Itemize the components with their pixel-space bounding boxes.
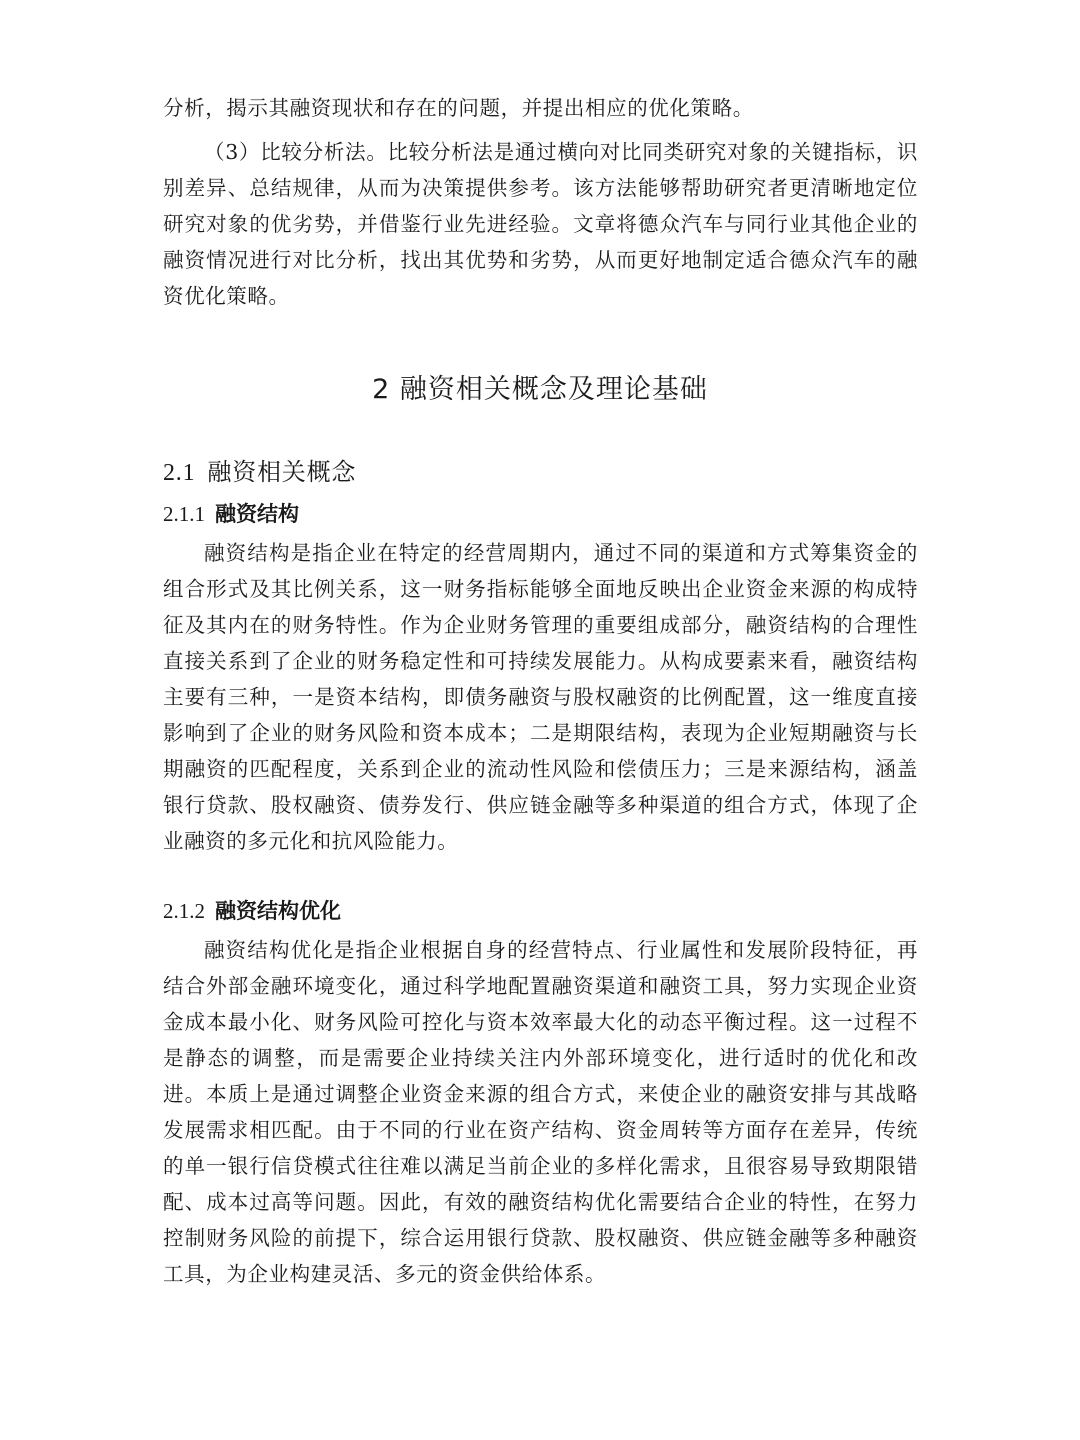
section-2-1-heading [163, 454, 356, 491]
subsection-title: 融资结构优化 [215, 899, 341, 923]
section-number: 2.1 [163, 460, 196, 486]
subsection-number: 2.1.2 [163, 899, 205, 923]
intro-tail-paragraph: 分析，揭示其融资现状和存在的问题，并提出相应的优化策略。 [163, 96, 754, 120]
financing-structure-paragraph: 融资结构是指企业在特定的经营周期内，通过不同的渠道和方式筹集资金的组合形式及其比例关系，这一财务指标能够全面地反映出企业资金来源的构成特征及其内在的财务特性。作为企业财务管理的重要组成部分，融资结构的合理性直接关系到了企业的财务稳定性和可持续发展能力。从构成要素来看，融资结构主要有三种，一是资本结构，即债务融资与股权融资的比例配置，这一维度直接影响到了企业的财务风险和资本成本；二是期限结构，表现为企业短期融资与长期融资的匹配程度，关系到企业的流动性风险和偿债压力；三是来源结构，涵盖银行贷款、股权融资、债券发行、供应链金融等多种渠道的组合方式，体现了企业融资的多元化和抗风险能力。 [163, 541, 918, 853]
subsection-number: 2.1.1 [163, 502, 205, 526]
section-title: 融资相关概念 [207, 458, 357, 486]
method-3-paragraph: （3）比较分析法。比较分析法是通过横向对比同类研究对象的关键指标，识别差异、总结规律，从而为决策提供参考。该方法能够帮助研究者更清晰地定位研究对象的优劣势，并借鉴行业先进经验。文章将德众汽车与同行业其他企业的融资情况进行对比分析，找出其优势和劣势，从而更好地制定适合德众汽车的融资优化策略。 [163, 140, 918, 308]
subsection-title: 融资结构 [215, 502, 299, 526]
financing-structure-optimization-paragraph: 融资结构优化是指企业根据自身的经营特点、行业属性和发展阶段特征，再结合外部金融环境变化，通过科学地配置融资渠道和融资工具，努力实现企业资金成本最小化、财务风险可控化与资本效率最大化的动态平衡过程。这一过程不是静态的调整，而是需要企业持续关注内外部环境变化，进行适时的优化和改进。本质上是通过调整企业资金来源的组合方式，来使企业的融资安排与其战略发展需求相匹配。由于不同的行业在资产结构、资金周转等方面存在差异，传统的单一银行信贷模式往往难以满足当前企业的多样化需求，且很容易导致期限错配、成本过高等问题。因此，有效的融资结构优化需要结合企业的特性，在努力控制财务风险的前提下，综合运用银行贷款、股权融资、供应链金融等多种融资工具，为企业构建灵活、多元的资金供给体系。 [163, 938, 918, 1286]
section-2-1-2-heading [163, 894, 341, 928]
chapter-title: 2 融资相关概念及理论基础 [372, 374, 708, 405]
section-2-1-1-heading [163, 497, 299, 531]
